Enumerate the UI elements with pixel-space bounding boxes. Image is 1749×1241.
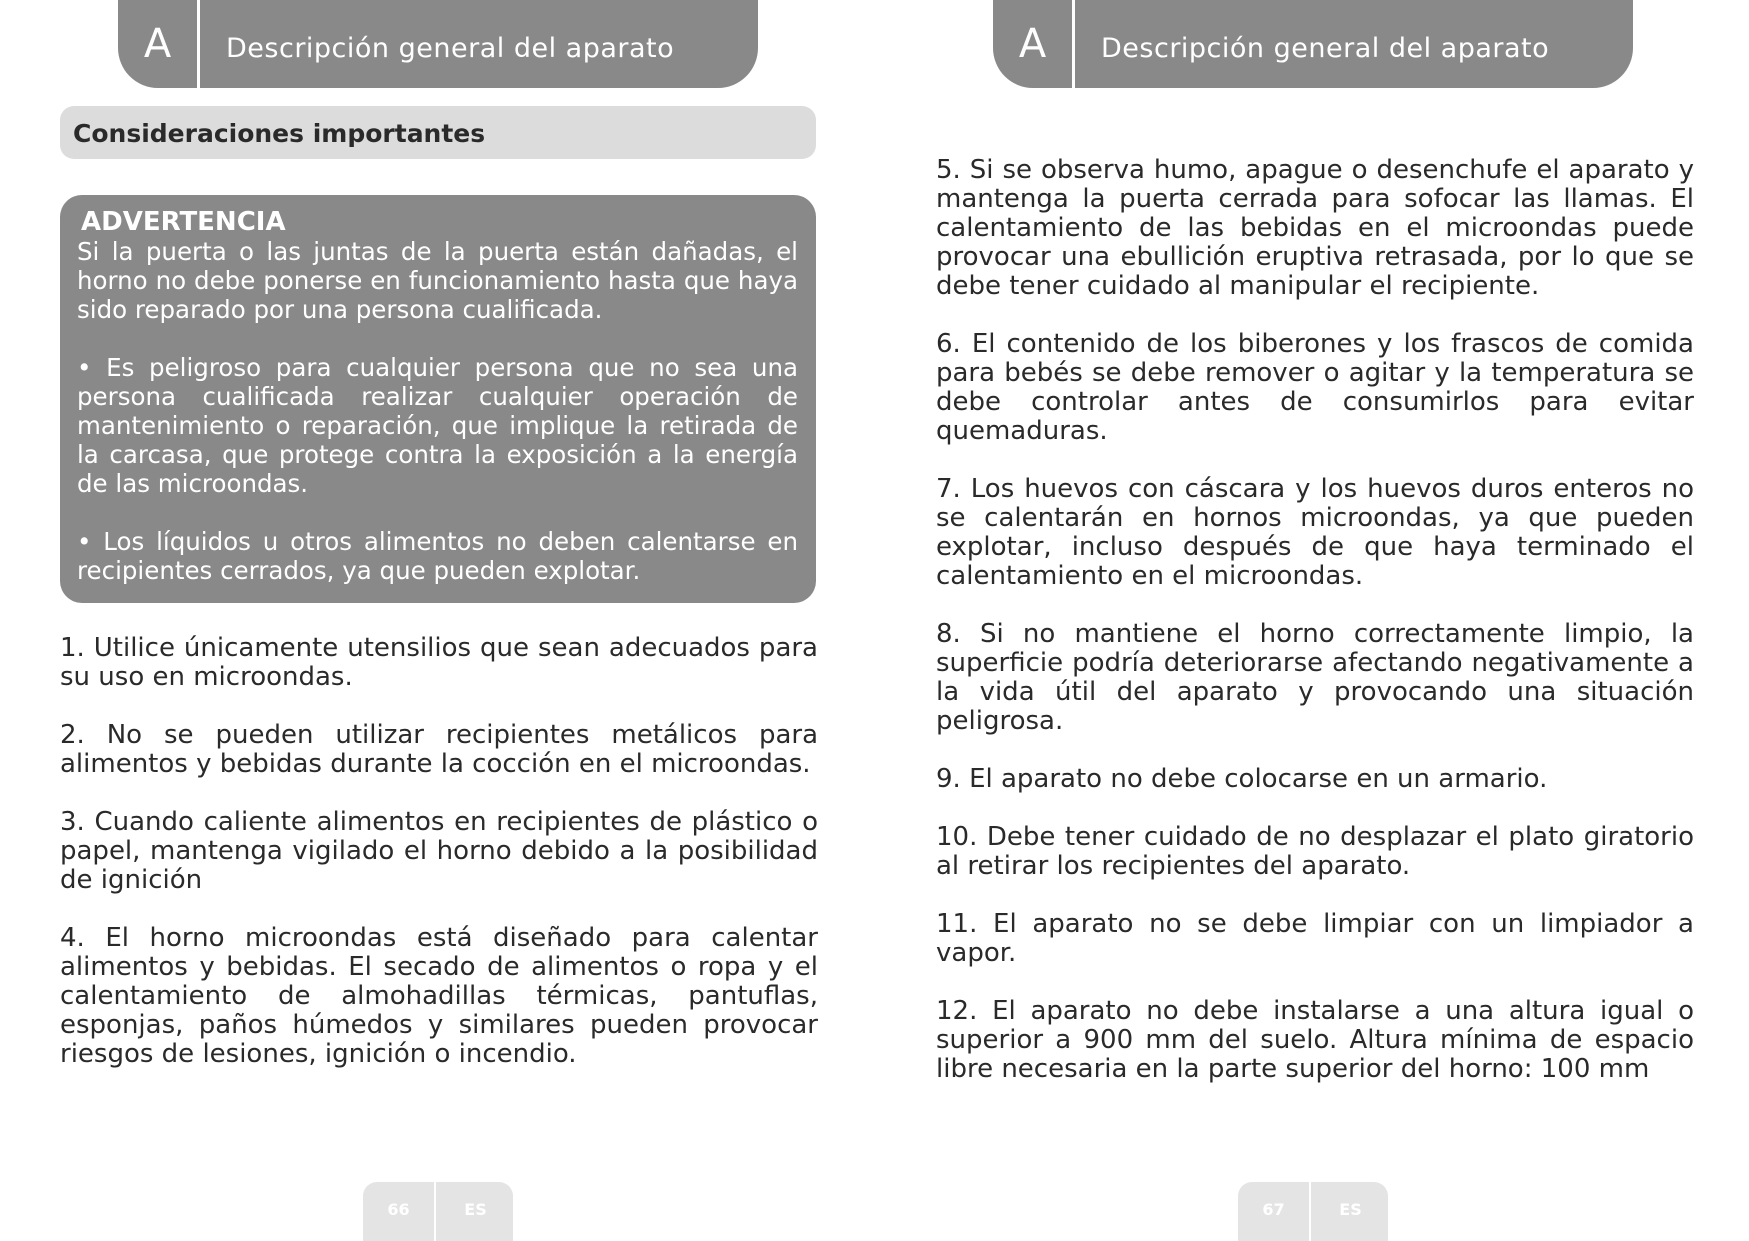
page-footer-tab: [1238, 1182, 1388, 1241]
header-title: Descripción general del aparato: [1101, 33, 1550, 64]
page-footer-tab: [363, 1182, 513, 1241]
instruction-item: 9. El aparato no debe colocarse en un armario.: [936, 764, 1548, 794]
right-page: [875, 0, 1749, 1241]
language-code: ES: [1339, 1200, 1362, 1219]
warning-box: [60, 195, 816, 603]
instruction-item: 5. Si se observa humo, apague o desenchufe el aparato y mantenga la puerta cerrada para sofocar las llamas. El calentamiento de las bebidas en el microondas puede provocar una ebullición eruptiva retrasada, por lo que se debe tener cuidado al manipular el recipiente.: [936, 155, 1694, 301]
instruction-item: 8. Si no mantiene el horno correctamente limpio, la superficie podría deteriorarse afectando negativamente a la vida útil del aparato y provocando una situación peligrosa.: [936, 619, 1694, 736]
instruction-item: 11. El aparato no se debe limpiar con un limpiador a vapor.: [936, 909, 1694, 968]
instructions-list: [936, 156, 1694, 1113]
instruction-item: 10. Debe tener cuidado de no desplazar el plato giratorio al retirar los recipientes del aparato.: [936, 822, 1694, 881]
language-code: ES: [464, 1200, 487, 1219]
instruction-item: 3. Cuando caliente alimentos en recipientes de plástico o papel, mantenga vigilado el horno debido a la posibilidad de ignición: [60, 807, 818, 895]
instruction-item: 6. El contenido de los biberones y los frascos de comida para bebés se debe remover o agitar y la temperatura se debe controlar antes de consumirlos para evitar quemaduras.: [936, 329, 1694, 446]
instruction-item: 4. El horno microondas está diseñado para calentar alimentos y bebidas. El secado de alimentos o ropa y el calentamiento de almohadillas térmicas, pantuflas, esponjas, paños húmedos y similares pueden provocar riesgos de lesiones, ignición o incendio.: [60, 923, 818, 1069]
instructions-list: [60, 634, 818, 1098]
header-title: Descripción general del aparato: [226, 33, 675, 64]
page-header-tab: [993, 0, 1633, 88]
instruction-item: 1. Utilice únicamente utensilios que sean adecuados para su uso en microondas.: [60, 633, 818, 692]
warning-paragraph: • Es peligroso para cualquier persona que no sea una persona cualificada realizar cualquier operación de mantenimiento o reparación, que implique la retirada de la carcasa, que protege contra la exposición a la energía de las microondas.: [77, 353, 798, 498]
section-title-bar: Consideraciones importantes: [60, 106, 816, 159]
left-page: [0, 0, 874, 1241]
instruction-item: 12. El aparato no debe instalarse a una altura igual o superior a 900 mm del suelo. Altura mínima de espacio libre necesaria en la parte superior del horno: 100 mm: [936, 996, 1694, 1084]
instruction-item: 2. No se pueden utilizar recipientes metálicos para alimentos y bebidas durante la cocción en el microondas.: [60, 720, 818, 779]
page-header-tab: [118, 0, 758, 88]
section-letter: A: [993, 0, 1075, 88]
instruction-item: 7. Los huevos con cáscara y los huevos duros enteros no se calentarán en hornos microondas, ya que pueden explotar, incluso después de que haya terminado el calentamiento en el microondas.: [936, 474, 1694, 591]
section-letter: A: [118, 0, 200, 88]
warning-paragraph: Si la puerta o las juntas de la puerta están dañadas, el horno no debe ponerse en funcionamiento hasta que haya sido reparado por una persona cualificada.: [77, 237, 798, 324]
page-number: 66: [363, 1182, 436, 1241]
page-number: 67: [1238, 1182, 1311, 1241]
warning-paragraph: • Los líquidos u otros alimentos no deben calentarse en recipientes cerrados, ya que pueden explotar.: [77, 527, 798, 585]
warning-title: ADVERTENCIA: [81, 207, 286, 237]
